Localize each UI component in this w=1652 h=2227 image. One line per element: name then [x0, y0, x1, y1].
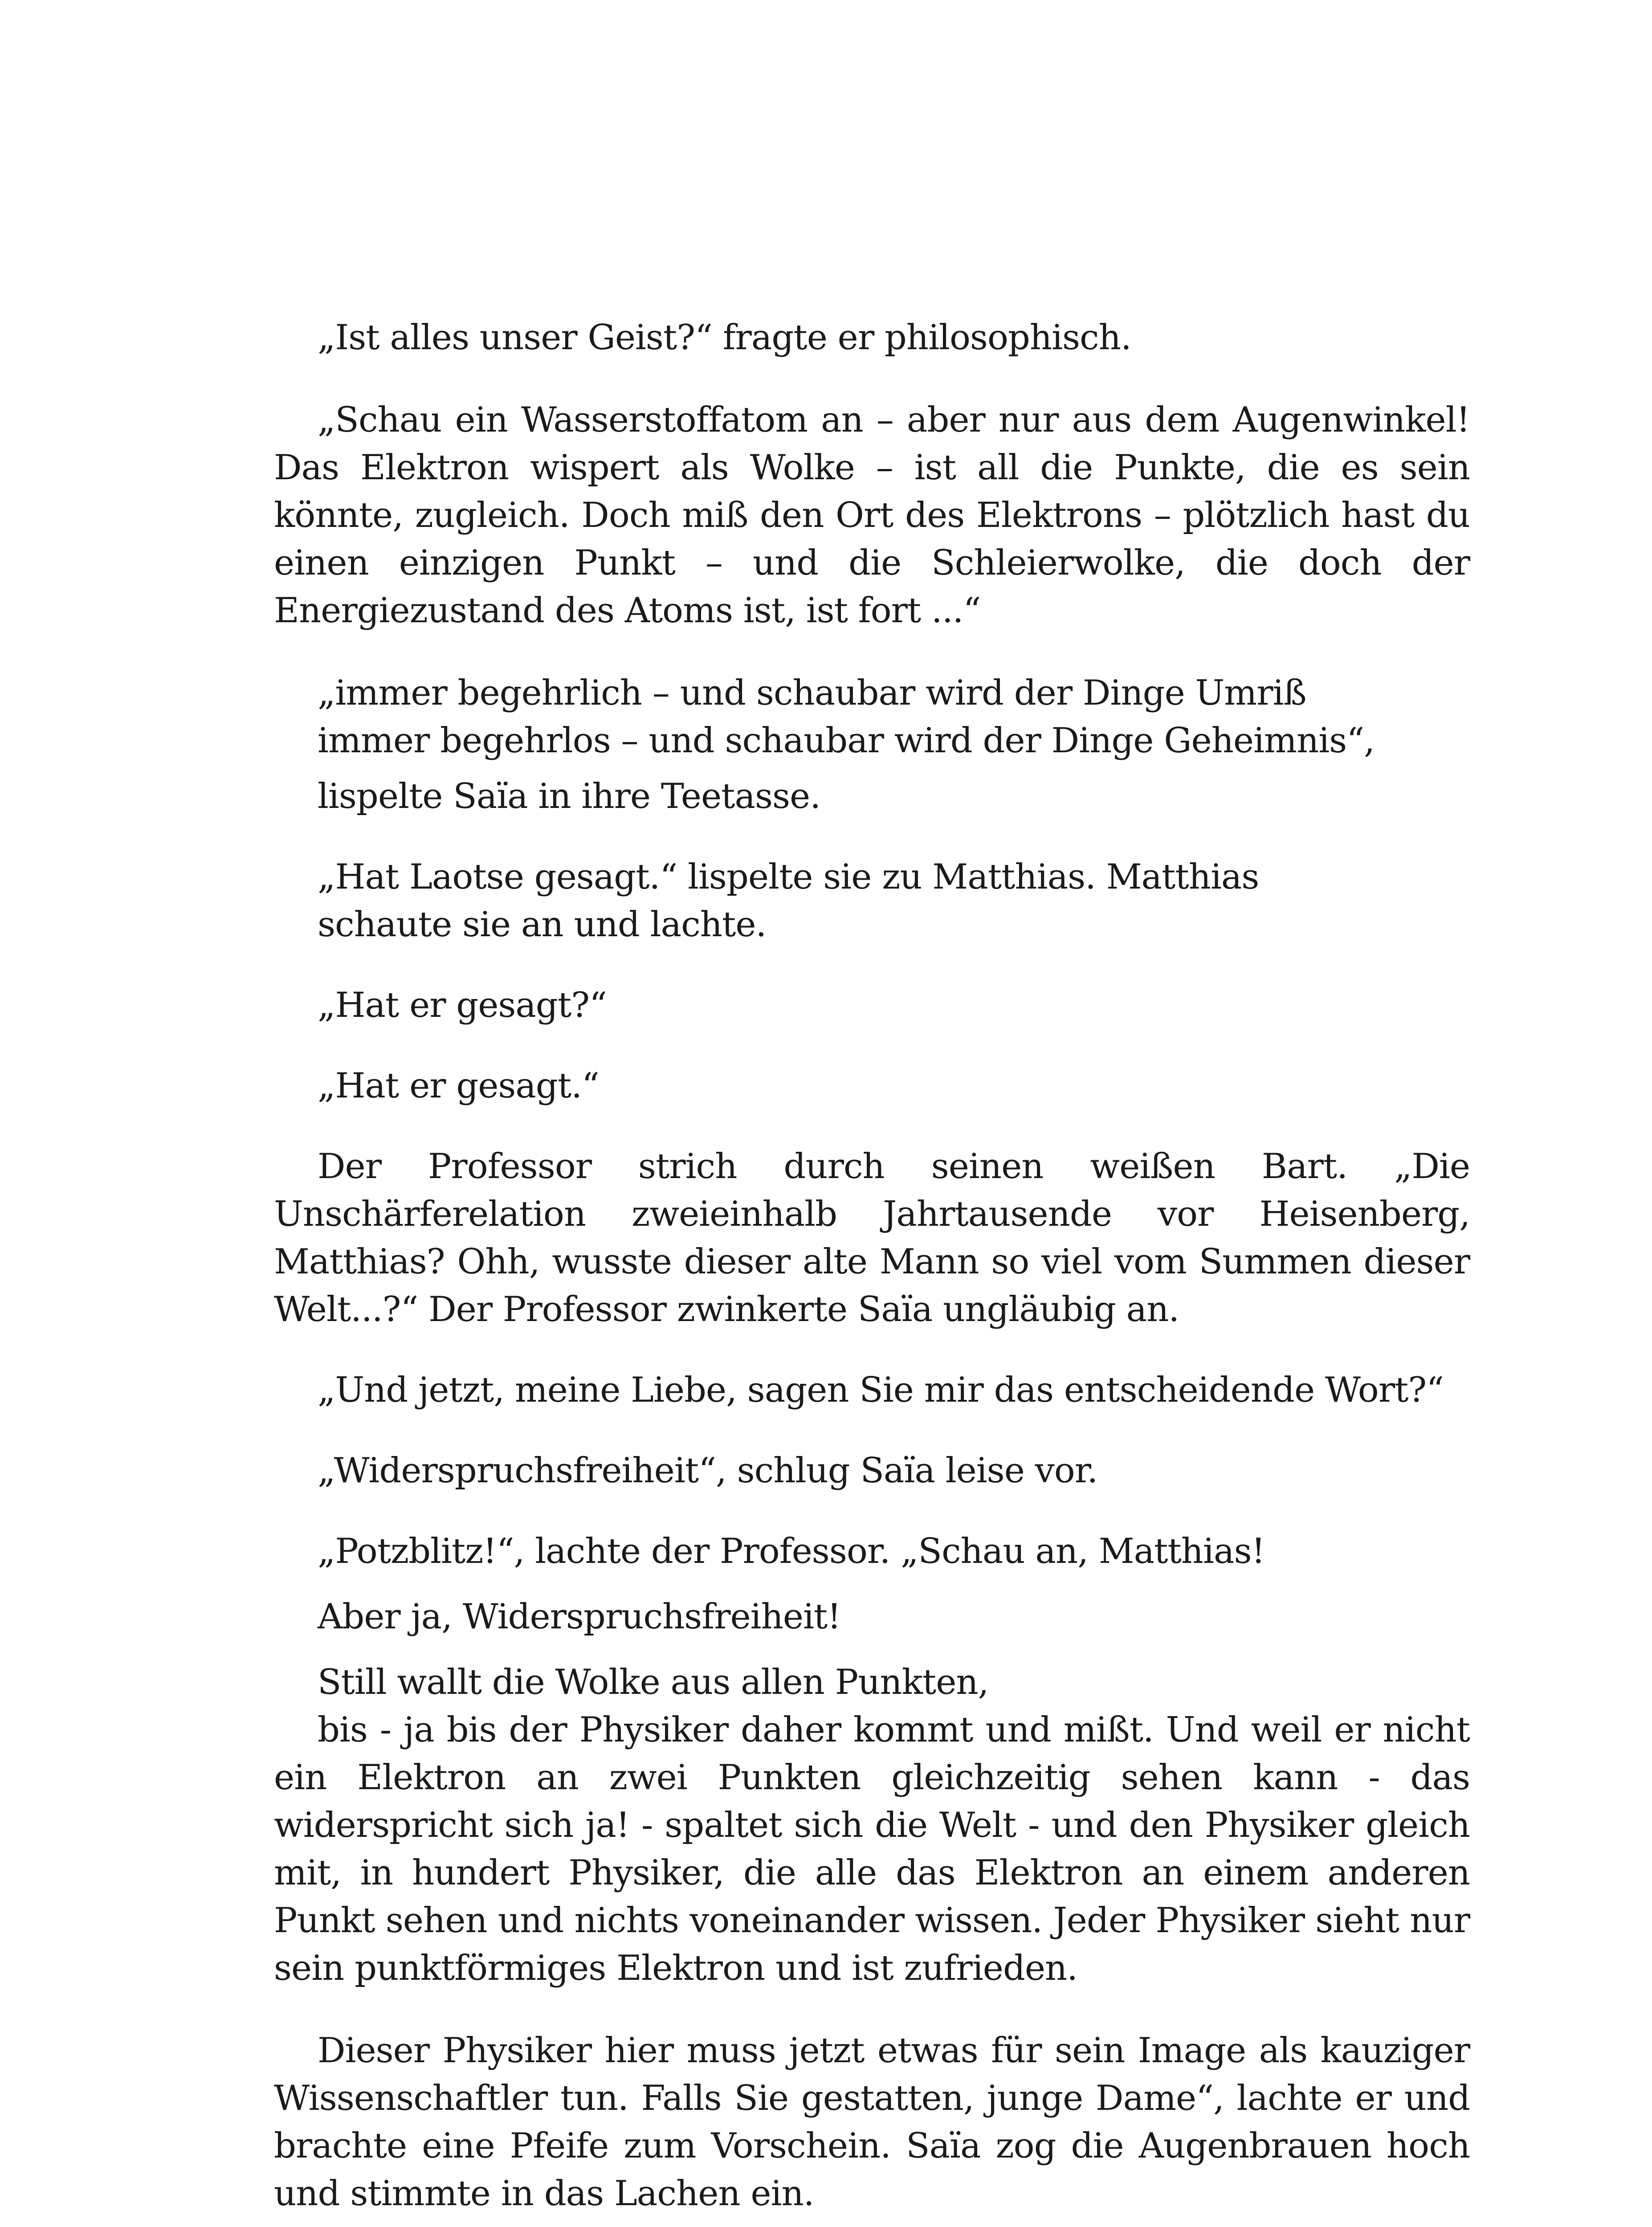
paragraph-9: „Widerspruchsfreiheit“, schlug Saïa leise vor. [318, 1451, 1098, 1491]
paragraph-8: „Und jetzt, meine Liebe, sagen Sie mir das entscheidende Wort?“ [318, 1370, 1444, 1410]
quote-attribution: lispelte Saïa in ihre Teetasse. [318, 776, 820, 816]
paragraph-1: „Ist alles unser Geist?“ fragte er philosophisch. [318, 318, 1131, 358]
page-body [274, 314, 1470, 2227]
paragraph-11: Aber ja, Widerspruchsfreiheit! [318, 1597, 841, 1637]
paragraph-7: Der Professor strich durch seinen weißen Bart. „Die Unschärferelation zweieinhalb Jahrtausende vor Heisenberg, Matthias? Ohh, wusste dieser alte Mann so viel vom Summen dieser Welt...?“ Der Professor zwinkerte Saïa ungläubig an. [274, 1146, 1470, 1330]
paragraph-10: „Potzblitz!“, lachte der Professor. „Schau an, Matthias! [318, 1531, 1265, 1571]
paragraph-12: bis - ja bis der Physiker daher kommt und mißt. Und weil er nicht ein Elektron an zwei Punkten gleichzeitig sehen kann - das widerspricht sich ja! - spaltet sich die Welt - und den Physiker gleich mit, in hundert Physiker, die alle das Elektron an einem anderen Punkt sehen und nichts voneinander wissen. Jeder Physiker sieht nur sein punktförmiges Elektron und ist zufrieden. [274, 1710, 1470, 1988]
quote-line-2: immer begehrlos – und schaubar wird der Dinge Geheimnis“, [318, 721, 1375, 761]
laotse-quote [318, 669, 1470, 820]
paragraph-4: „Hat Laotse gesagt.“ lispelte sie zu Matthias. Matthias schaute sie an und lachte. [318, 857, 1259, 945]
paragraph-5: „Hat er gesagt?“ [318, 985, 607, 1025]
paragraph-13: Dieser Physiker hier muss jetzt etwas für sein Image als kauziger Wissenschaftler tun. Falls Sie gestatten, junge Dame“, lachte er und brachte eine Pfeife zum Vorschein. Saïa zog die Augenbrauen hoch und stimmte in das Lachen ein. [274, 2031, 1470, 2214]
paragraph-6: „Hat er gesagt.“ [318, 1066, 599, 1106]
paragraph-2: „Schau ein Wasserstoffatom an – aber nur aus dem Augenwinkel! Das Elektron wispert als Wolke – ist all die Punkte, die es sein könnte, zugleich. Doch miß den Ort des Elektrons – plötzlich hast du einen einzigen Punkt – und die Schleierwolke, die doch der Energiezustand des Atoms ist, ist fort ...“ [274, 400, 1470, 631]
paragraph-12-first-line: Still wallt die Wolke aus allen Punkten, [318, 1662, 989, 1702]
quote-line-1: „immer begehrlich – und schaubar wird der Dinge Umriß [318, 673, 1306, 713]
